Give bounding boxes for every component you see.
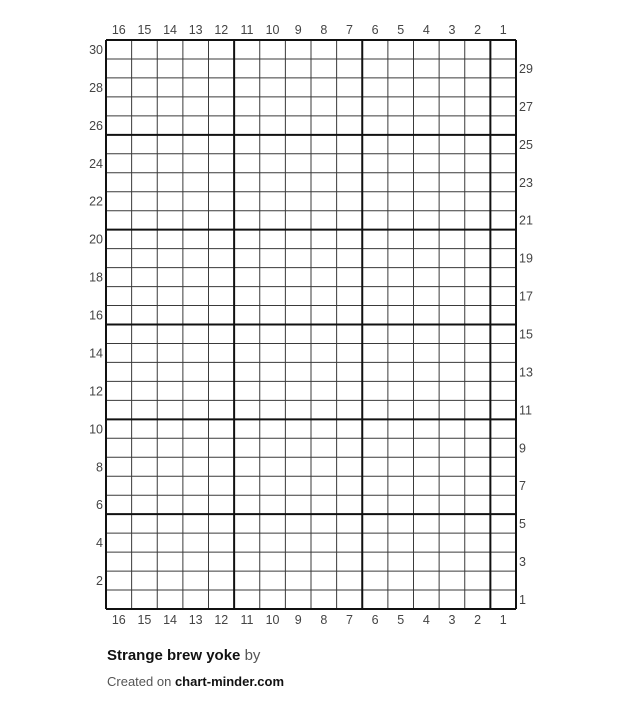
column-number: 13 <box>188 23 203 37</box>
row-numbers-left <box>89 43 103 588</box>
row-number: 4 <box>96 536 103 551</box>
column-number: 8 <box>320 23 328 37</box>
row-number: 17 <box>519 289 533 304</box>
column-number: 6 <box>371 613 379 627</box>
column-number: 11 <box>240 23 254 37</box>
column-number: 6 <box>371 23 379 37</box>
row-number: 8 <box>96 460 103 475</box>
chart-by-label: by <box>244 647 261 664</box>
column-number: 1 <box>499 23 507 37</box>
row-number: 19 <box>519 251 533 266</box>
row-number: 30 <box>89 43 103 57</box>
column-number: 13 <box>188 613 203 627</box>
row-number: 27 <box>519 99 533 114</box>
column-number: 2 <box>474 613 482 627</box>
row-number: 15 <box>519 327 533 342</box>
column-number: 12 <box>214 23 229 37</box>
column-number: 11 <box>240 613 254 627</box>
column-number: 16 <box>111 613 126 627</box>
column-number: 14 <box>163 613 178 627</box>
row-number: 26 <box>89 118 103 133</box>
column-numbers-bottom <box>112 613 507 627</box>
row-number: 24 <box>89 156 103 171</box>
row-number: 3 <box>519 555 526 570</box>
row-number: 7 <box>519 479 526 494</box>
column-number: 8 <box>320 613 328 627</box>
row-number: 21 <box>519 213 533 228</box>
column-number: 14 <box>163 23 178 37</box>
row-number: 5 <box>519 517 526 532</box>
column-number: 1 <box>499 613 507 627</box>
credit-site-link[interactable]: chart-minder.com <box>174 674 285 689</box>
row-number: 29 <box>519 61 533 76</box>
column-number: 10 <box>265 23 280 37</box>
column-number: 10 <box>265 613 280 627</box>
row-number: 22 <box>89 194 103 209</box>
column-number: 7 <box>345 613 353 627</box>
row-number: 16 <box>89 308 103 323</box>
row-number: 9 <box>519 441 526 456</box>
row-number: 23 <box>519 175 533 190</box>
column-number: 2 <box>474 23 482 37</box>
row-number: 10 <box>89 422 103 437</box>
row-number: 6 <box>96 498 103 513</box>
chart-credit <box>107 674 284 689</box>
column-number: 15 <box>137 23 152 37</box>
column-number: 7 <box>345 23 353 37</box>
column-number: 16 <box>111 23 126 37</box>
column-number: 5 <box>397 613 405 627</box>
column-number: 4 <box>422 613 430 627</box>
column-number: 3 <box>448 23 456 37</box>
row-numbers-right <box>519 62 533 607</box>
row-number: 25 <box>519 137 533 152</box>
chart-title <box>107 647 260 664</box>
column-number: 5 <box>397 23 405 37</box>
credit-prefix: Created on <box>107 674 172 689</box>
chart-title-text: Strange brew yoke <box>107 647 241 664</box>
row-number: 2 <box>96 574 103 589</box>
row-number: 1 <box>519 593 526 608</box>
row-number: 13 <box>519 365 533 380</box>
row-number: 20 <box>89 232 103 247</box>
row-number: 12 <box>89 384 103 399</box>
row-number: 14 <box>89 346 103 361</box>
chart-grid <box>106 40 516 609</box>
column-number: 3 <box>448 613 456 627</box>
row-number: 18 <box>89 270 103 285</box>
row-number: 28 <box>89 80 103 95</box>
column-number: 9 <box>294 613 302 627</box>
column-numbers-top <box>112 23 507 37</box>
row-number: 11 <box>519 403 532 418</box>
column-number: 12 <box>214 613 229 627</box>
column-number: 9 <box>294 23 302 37</box>
column-number: 4 <box>422 23 430 37</box>
column-number: 15 <box>137 613 152 627</box>
